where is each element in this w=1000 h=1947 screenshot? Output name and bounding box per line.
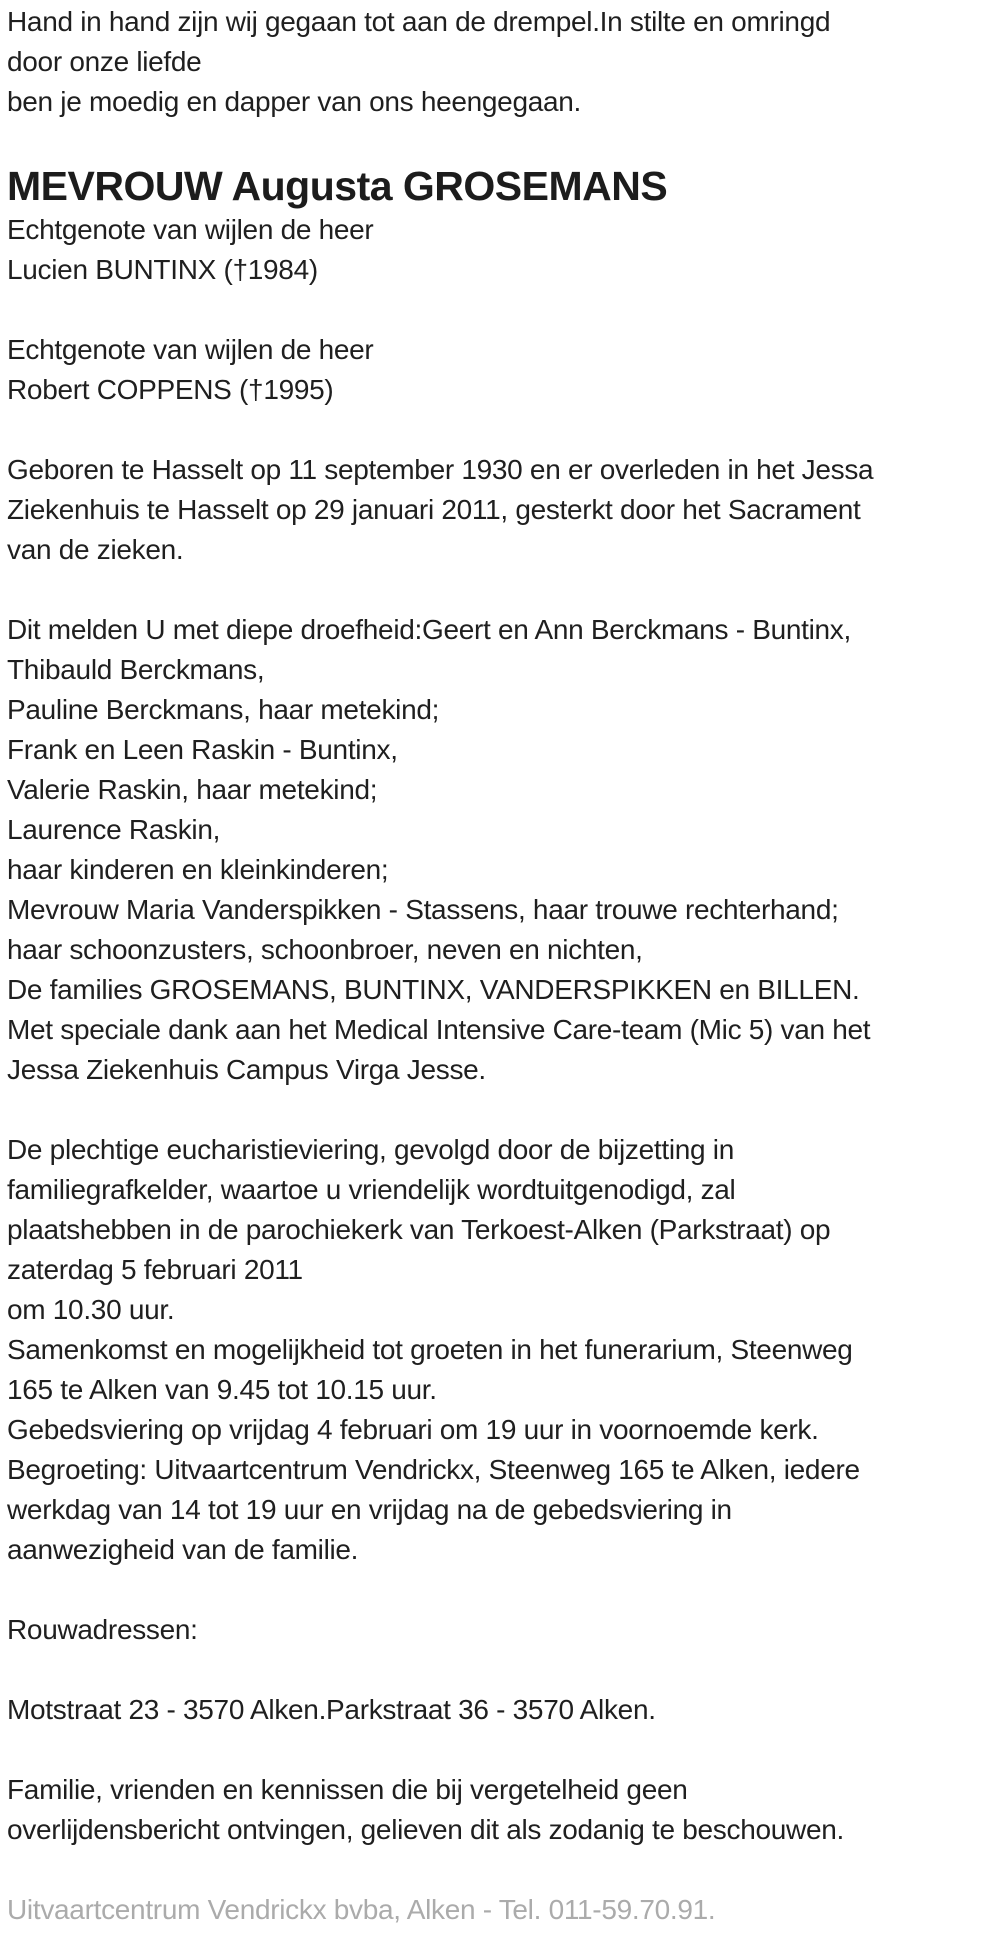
- marriage-first: [7, 210, 1000, 290]
- mourning-addresses-block: [7, 1690, 1000, 1730]
- service-line: De plechtige eucharistieviering, gevolgd door de bijzetting in: [7, 1134, 734, 1165]
- epigraph-line: ben je moedig en dapper van ons heengegaan.: [7, 86, 582, 117]
- mourning-addresses-heading-block: [7, 1610, 1000, 1650]
- family-line: Laurence Raskin,: [7, 814, 221, 845]
- service-line: werkdag van 14 tot 19 uur en vrijdag na de gebedsviering in: [7, 1494, 732, 1525]
- birth-death-line: Ziekenhuis te Hasselt op 29 januari 2011, gesterkt door het Sacrament: [7, 494, 861, 525]
- service-line: Gebedsviering op vrijdag 4 februari om 19 uur in voornoemde kerk.: [7, 1414, 819, 1445]
- birth-death-line: van de zieken.: [7, 534, 184, 565]
- family-line: haar schoonzusters, schoonbroer, neven en nichten,: [7, 934, 643, 965]
- family-line: Dit melden U met diepe droefheid:Geert en Ann Berckmans - Buntinx,: [7, 614, 851, 645]
- service-line: Samenkomst en mogelijkheid tot groeten in het funerarium, Steenweg: [7, 1334, 853, 1365]
- family-line: Mevrouw Maria Vanderspikken - Stassens, haar trouwe rechterhand;: [7, 894, 839, 925]
- service-line: 165 te Alken van 9.45 tot 10.15 uur.: [7, 1374, 437, 1405]
- mourning-addresses-heading: Rouwadressen:: [7, 1614, 198, 1645]
- service-line: om 10.30 uur.: [7, 1294, 175, 1325]
- mourning-address-line: Motstraat 23 - 3570 Alken.Parkstraat 36 - 3570 Alken.: [7, 1694, 656, 1725]
- family-line: Thibauld Berckmans,: [7, 654, 265, 685]
- marriage-spouse-line: Robert COPPENS (†1995): [7, 374, 334, 405]
- marriage-second: [7, 330, 1000, 410]
- service-line: Begroeting: Uitvaartcentrum Vendrickx, Steenweg 165 te Alken, iedere: [7, 1454, 860, 1485]
- epigraph: [7, 2, 1000, 122]
- family-line: Pauline Berckmans, haar metekind;: [7, 694, 440, 725]
- service-line: familiegrafkelder, waartoe u vriendelijk wordtuitgenodigd, zal: [7, 1174, 736, 1205]
- deceased-name-title: MEVROUW Augusta GROSEMANS: [7, 163, 668, 209]
- marriage-spouse-line: Lucien BUNTINX (†1984): [7, 254, 318, 285]
- birth-death-paragraph: [7, 450, 1000, 570]
- family-line: De families GROSEMANS, BUNTINX, VANDERSPIKKEN en BILLEN.: [7, 974, 860, 1005]
- apology-paragraph: [7, 1770, 1000, 1850]
- service-line: aanwezigheid van de familie.: [7, 1534, 359, 1565]
- undertaker-credit-block: [7, 1890, 1000, 1930]
- epigraph-line: Hand in hand zijn wij gegaan tot aan de drempel.In stilte en omringd: [7, 6, 831, 37]
- family-line: haar kinderen en kleinkinderen;: [7, 854, 389, 885]
- marriage-relation-line: Echtgenote van wijlen de heer: [7, 214, 374, 245]
- services-paragraph: [7, 1130, 1000, 1570]
- family-line: Valerie Raskin, haar metekind;: [7, 774, 378, 805]
- marriage-relation-line: Echtgenote van wijlen de heer: [7, 334, 374, 365]
- service-line: plaatshebben in de parochiekerk van Terkoest-Alken (Parkstraat) op: [7, 1214, 831, 1245]
- service-line: zaterdag 5 februari 2011: [7, 1254, 303, 1285]
- birth-death-line: Geboren te Hasselt op 11 september 1930 en er overleden in het Jessa: [7, 454, 874, 485]
- apology-line: Familie, vrienden en kennissen die bij vergetelheid geen: [7, 1774, 688, 1805]
- epigraph-line: door onze liefde: [7, 46, 202, 77]
- apology-line: overlijdensbericht ontvingen, gelieven dit als zodanig te beschouwen.: [7, 1814, 844, 1845]
- family-line: Jessa Ziekenhuis Campus Virga Jesse.: [7, 1054, 486, 1085]
- family-line: Met speciale dank aan het Medical Intensive Care-team (Mic 5) van het: [7, 1014, 871, 1045]
- undertaker-credit: Uitvaartcentrum Vendrickx bvba, Alken - Tel. 011-59.70.91.: [7, 1894, 716, 1925]
- family-line: Frank en Leen Raskin - Buntinx,: [7, 734, 398, 765]
- family-announcement-paragraph: [7, 610, 1000, 1090]
